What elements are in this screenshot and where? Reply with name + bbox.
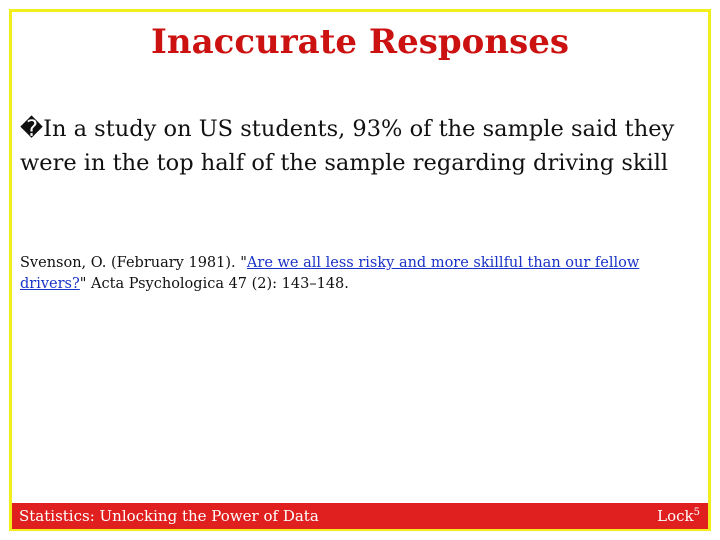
citation — [20, 253, 700, 295]
bullet-marker-icon: � — [20, 116, 44, 142]
citation-link[interactable]: Are we all less risky and more skillful than our fellow drivers? — [20, 255, 640, 292]
footer-author-name: Lock — [657, 507, 694, 525]
bullet-text: In a study on US students, 93% of the sample said they were in the top half of the sample regarding driving skill — [20, 116, 675, 176]
footer-author — [657, 507, 700, 525]
footer-bar — [12, 503, 708, 529]
footer-author-superscript: 5 — [693, 507, 700, 518]
bullet-point — [20, 112, 704, 180]
slide-title: Inaccurate Responses — [150, 22, 569, 62]
citation-prefix: Svenson, O. (February 1981). " — [20, 255, 247, 271]
citation-suffix: " Acta Psychologica 47 (2): 143–148. — [79, 276, 349, 292]
footer-book-title: Statistics: Unlocking the Power of Data — [19, 507, 319, 525]
